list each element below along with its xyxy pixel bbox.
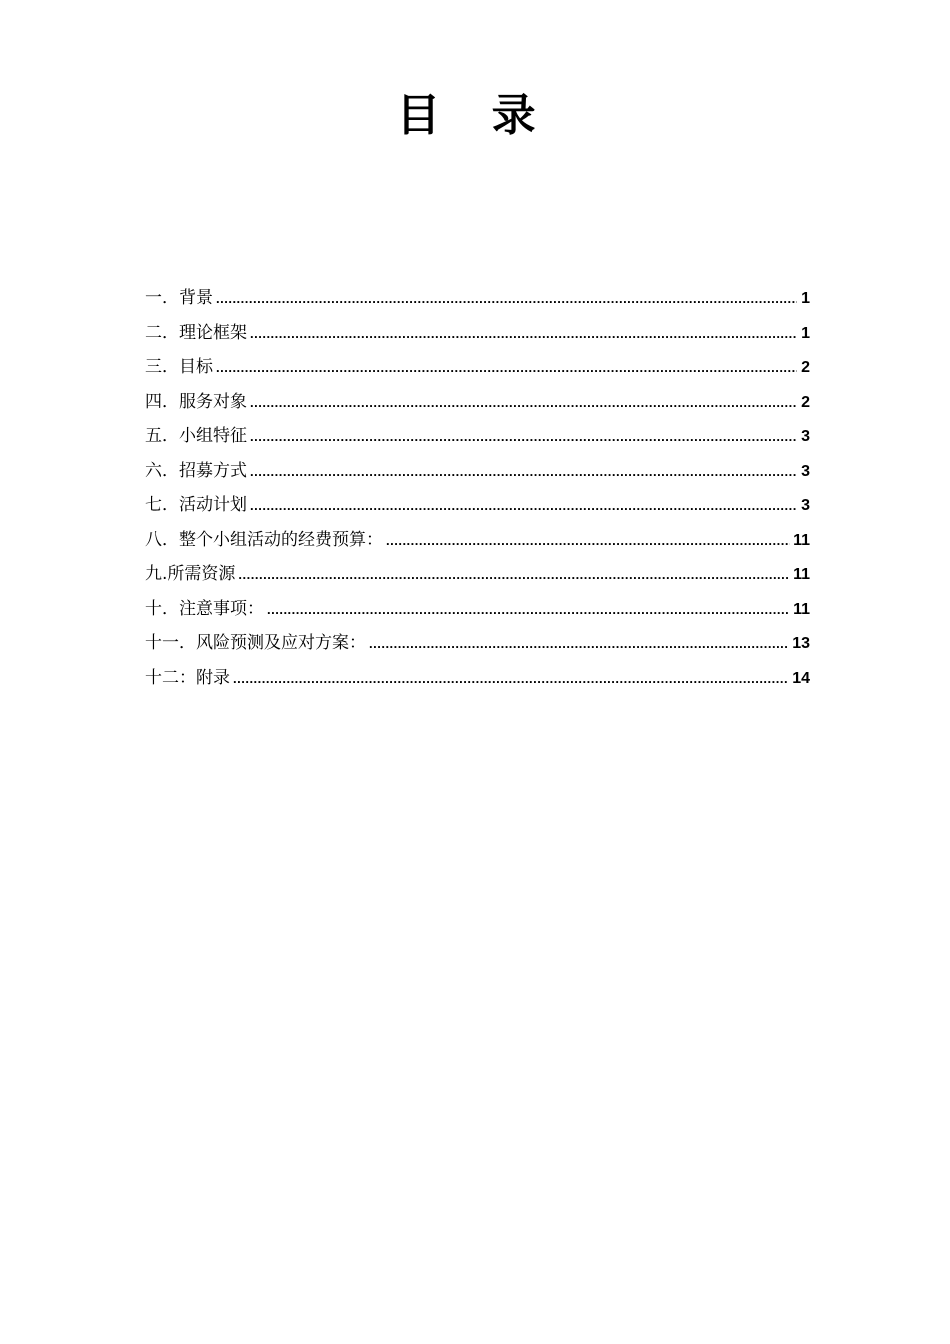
toc-entry-label: 二．理论框架 — [145, 322, 247, 343]
toc-entry-label: 十二：附录 — [145, 667, 230, 688]
toc-leader-dots — [233, 662, 789, 697]
toc-leader-dots — [250, 317, 797, 352]
toc-entry[interactable] — [145, 523, 810, 558]
toc-entry-label: 十一．风险预测及应对方案： — [145, 633, 366, 653]
toc-entry-label: 一．背景 — [145, 288, 213, 308]
toc-leader-dots — [369, 627, 789, 662]
toc-entry[interactable] — [145, 557, 810, 592]
toc-entry[interactable] — [145, 419, 810, 454]
toc-entry-label: 七．活动计划 — [145, 495, 247, 515]
toc-leader-dots — [386, 524, 790, 559]
toc-entry[interactable] — [145, 385, 810, 420]
toc-entry[interactable] — [145, 661, 810, 696]
toc-entry-label: 八．整个小组活动的经费预算： — [145, 529, 383, 550]
toc-entry-label: 十．注意事项： — [145, 598, 264, 619]
toc-entry-page: 14 — [792, 669, 810, 687]
toc-entry-page: 11 — [793, 600, 810, 618]
toc-entry-page: 3 — [801, 428, 810, 445]
toc-leader-dots — [216, 351, 797, 386]
toc-leader-dots — [267, 593, 790, 628]
toc-entry-label: 三．目标 — [145, 357, 213, 377]
toc-entry-label: 四．服务对象 — [145, 391, 247, 412]
toc-entry[interactable] — [145, 281, 810, 316]
toc-entry-page: 11 — [793, 566, 810, 583]
toc-leader-dots — [250, 420, 797, 455]
toc-entry-page: 13 — [792, 635, 810, 652]
toc-entry-page: 11 — [793, 531, 810, 549]
toc-leader-dots — [216, 282, 797, 317]
toc-leader-dots — [238, 558, 790, 593]
toc-entry-page: 3 — [801, 462, 810, 480]
toc-entry[interactable] — [145, 626, 810, 661]
toc-entry-page: 1 — [801, 324, 810, 342]
toc-entry[interactable] — [145, 316, 810, 351]
toc-entry[interactable] — [145, 350, 810, 385]
toc-entry-page: 2 — [801, 393, 810, 411]
toc-entry-page: 2 — [801, 359, 810, 376]
toc-entry-page: 1 — [801, 290, 810, 307]
toc-leader-dots — [250, 386, 797, 421]
toc-entry[interactable] — [145, 454, 810, 489]
toc-entry-label: 六．招募方式 — [145, 460, 247, 481]
toc-entry[interactable] — [145, 488, 810, 523]
toc-leader-dots — [250, 455, 797, 490]
toc-entry-label: 九.所需资源 — [145, 564, 236, 584]
toc-entry[interactable] — [145, 592, 810, 627]
toc-leader-dots — [250, 489, 797, 524]
table-of-contents — [145, 281, 810, 695]
toc-entry-page: 3 — [801, 497, 810, 514]
toc-entry-label: 五．小组特征 — [145, 426, 247, 446]
page-title: 目 录 — [396, 90, 554, 141]
